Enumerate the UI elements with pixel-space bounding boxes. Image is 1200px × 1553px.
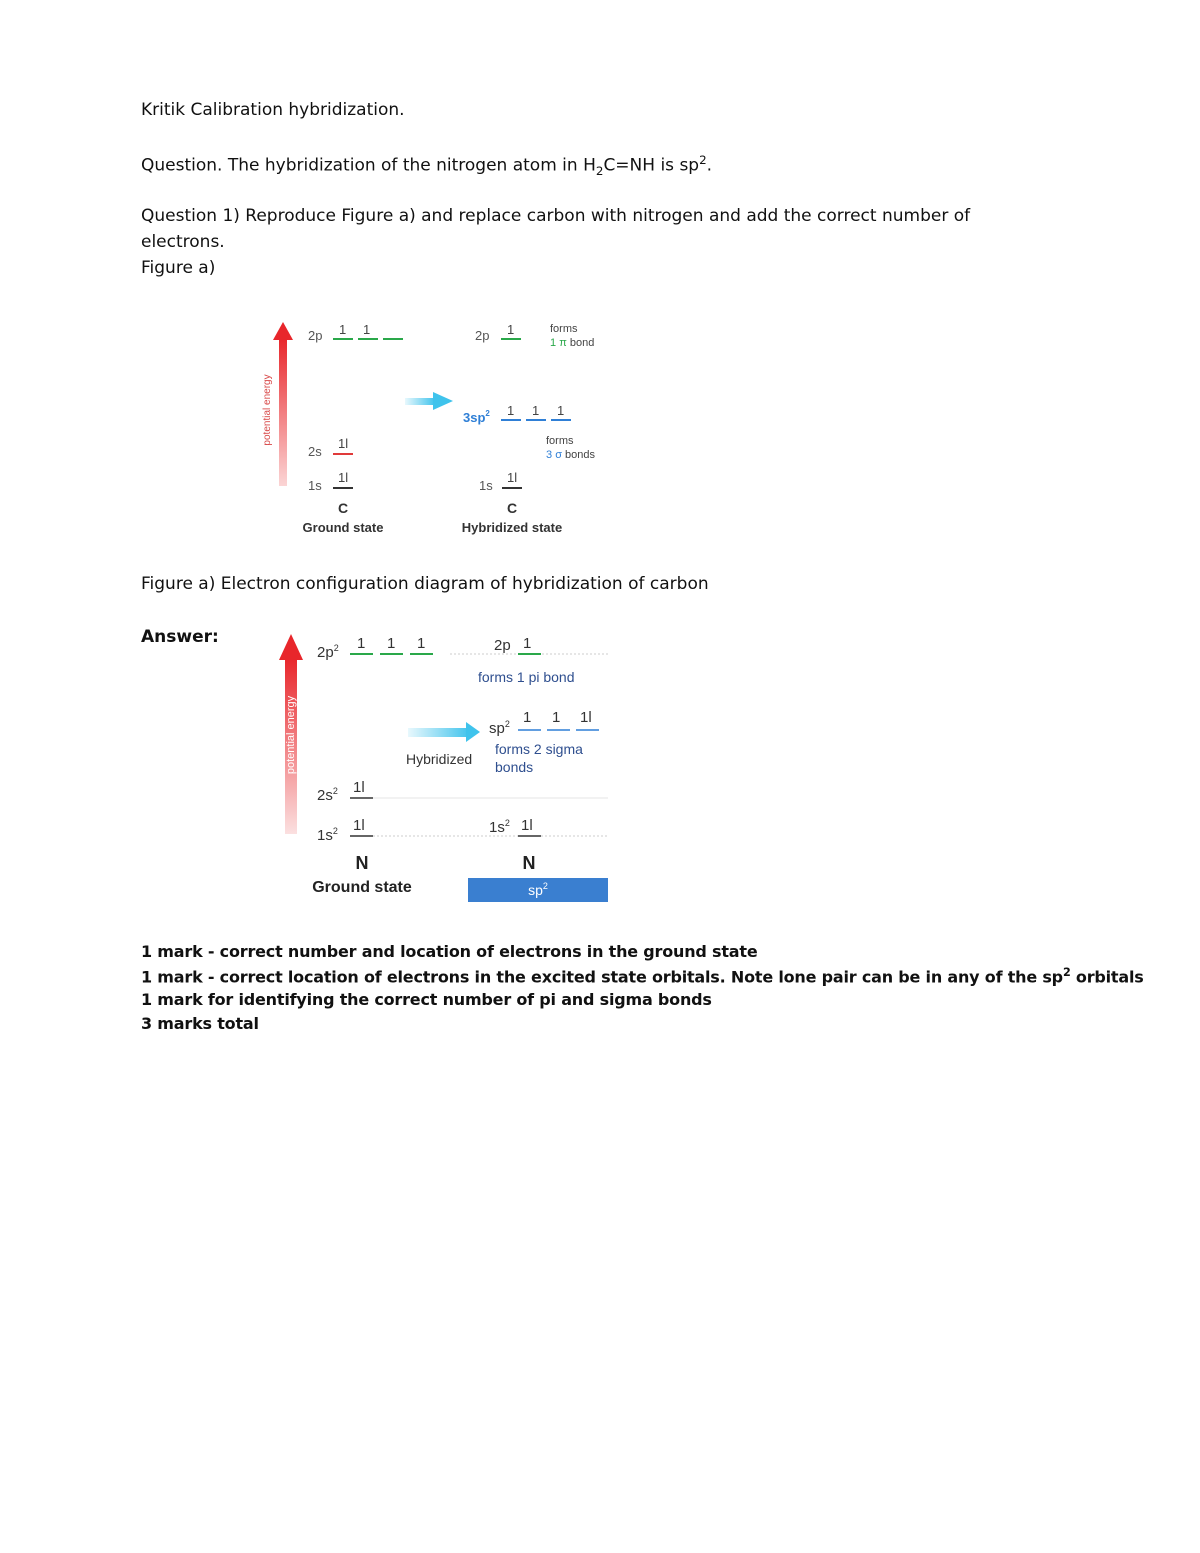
figure-a-diagram (255, 310, 625, 545)
answer-sp2-box-label: $sp^2$ (528, 881, 548, 898)
ground-2p-electron-2: 1 (363, 322, 371, 337)
hybrid-element: C (506, 500, 518, 516)
mark-total: 3 marks total (141, 1014, 259, 1033)
energy-arrow-head (273, 322, 293, 340)
question-sup: 2 (699, 153, 707, 167)
answer-ground-1s-electrons: 1l (353, 817, 365, 834)
answer-hybrid-1s-electrons: 1l (521, 817, 533, 834)
hybridize-arrow-head (433, 392, 453, 410)
question1-line1: Question 1) Reproduce Figure a) and replace carbon with nitrogen and add the correct number of (141, 206, 971, 226)
mark-2 (141, 966, 1144, 986)
answer-hybridize-arrow-head (466, 722, 480, 742)
answer-hybridized-label: Hybridized (406, 751, 473, 767)
figure-caption: Figure a) Electron configuration diagram of hybridization of carbon (141, 574, 709, 594)
answer-ground-2p-electron-1: 1 (357, 635, 366, 652)
question1-line2: electrons. (141, 232, 225, 252)
answer-hybrid-sp2-electrons-3: 1l (580, 709, 592, 726)
answer-ground-2p-electron-2: 1 (387, 635, 396, 652)
answer-hybrid-sp2-electron-1: 1 (523, 709, 532, 726)
ground-2s-electrons: 1l (338, 436, 349, 451)
answer-sigma-text-2: bonds (495, 759, 534, 775)
sigma-forms-label: forms (546, 435, 574, 447)
hybrid-2p-electron: 1 (507, 322, 515, 337)
answer-pi-bond-text: forms 1 pi bond (478, 669, 575, 685)
answer-hybrid-element: N (522, 853, 536, 873)
answer-hybrid-sp2-label: $sp^2$ (489, 719, 510, 737)
question-middle: C=NH is sp (603, 155, 700, 176)
question-sub: 2 (595, 164, 604, 179)
answer-label: Answer: (141, 627, 219, 647)
question-end: . (706, 155, 713, 176)
hybrid-2p-label: 2p (475, 328, 490, 343)
hybrid-sp2-label: $3sp^2$ (463, 409, 490, 425)
hybrid-sp2-electron-1: 1 (507, 403, 515, 418)
answer-ground-2p-electron-3: 1 (417, 635, 426, 652)
mark-1: 1 mark - correct number and location of electrons in the ground state (141, 942, 758, 961)
hybrid-sp2-electron-2: 1 (532, 403, 540, 418)
figure-label: Figure a) (141, 258, 216, 278)
answer-ground-2s-label: $2s^2$ (317, 786, 338, 804)
hybridize-arrow-shaft (405, 398, 435, 405)
answer-diagram (270, 620, 620, 910)
mark-2-text: 1 mark - correct location of electrons in the excited state orbitals. Note lone pair can be in any of the sp (141, 967, 1063, 987)
answer-hybridize-arrow-shaft (408, 728, 470, 737)
answer-ground-element: N (355, 853, 369, 873)
answer-axis-label: potential energy (285, 695, 297, 775)
page-title: Kritik Calibration hybridization. (141, 100, 405, 120)
axis-label: potential energy (262, 374, 273, 446)
answer-hybrid-2p-label: 2p (494, 637, 511, 654)
ground-2p-label: 2p (308, 328, 323, 343)
mark-3: 1 mark for identifying the correct number of pi and sigma bonds (141, 990, 712, 1009)
question-prefix: Question. The hybridization of the nitrogen atom in H (141, 155, 596, 176)
hybrid-1s-electrons: 1l (507, 470, 518, 485)
energy-arrow-shaft (279, 338, 287, 486)
hybrid-sp2-electron-3: 1 (557, 403, 565, 418)
answer-sigma-text-1: forms 2 sigma (495, 741, 583, 757)
ground-element: C (337, 500, 349, 516)
sigma-bond-label: 3 σ bonds (546, 449, 596, 461)
ground-2s-label: 2s (308, 444, 322, 459)
ground-1s-label: 1s (308, 478, 322, 493)
ground-state-label: Ground state (302, 520, 384, 535)
mark-2-end: orbitals (1070, 967, 1144, 987)
ground-2p-electron-1: 1 (339, 322, 347, 337)
answer-hybrid-sp2-electron-2: 1 (552, 709, 561, 726)
hybrid-1s-label: 1s (479, 478, 493, 493)
answer-energy-arrow-head (279, 634, 303, 660)
answer-ground-2s-electrons: 1l (353, 779, 365, 796)
ground-1s-electrons: 1l (338, 470, 349, 485)
question-text (141, 153, 712, 178)
answer-ground-2p-label: $2p^2$ (317, 643, 339, 661)
hybrid-state-label: Hybridized state (461, 520, 563, 535)
answer-hybrid-2p-electron: 1 (523, 635, 532, 652)
answer-ground-1s-label: $1s^2$ (317, 826, 338, 844)
mark-2-sup: 2 (1062, 966, 1071, 979)
answer-ground-state-label: Ground state (312, 879, 412, 896)
pi-forms-label: forms (550, 323, 578, 335)
pi-bond-label: 1 π bond (550, 337, 595, 349)
answer-hybrid-1s-label: $1s^2$ (489, 818, 510, 836)
